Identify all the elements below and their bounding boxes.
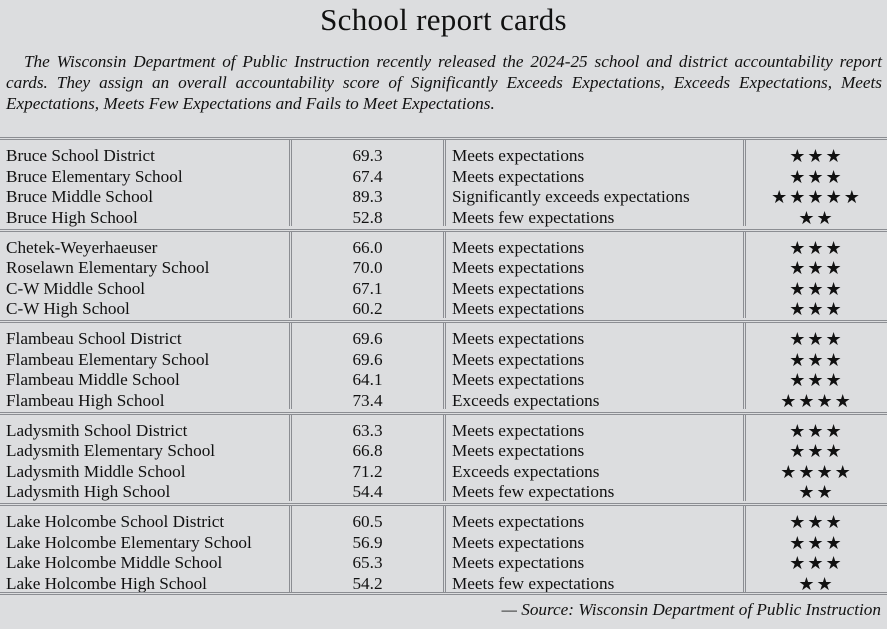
rating-label: Meets few expectations bbox=[452, 482, 615, 501]
accountability-score: 54.4 bbox=[352, 482, 383, 501]
accountability-score: 64.1 bbox=[352, 370, 383, 389]
accountability-score: 66.8 bbox=[352, 441, 383, 460]
rating-label: Meets few expectations bbox=[452, 573, 615, 593]
school-name: Bruce High School bbox=[6, 207, 138, 227]
rating-label: Meets expectations bbox=[452, 146, 585, 165]
school-name: C-W Middle School bbox=[6, 278, 146, 298]
rating-label: Meets expectations bbox=[452, 420, 585, 440]
school-name: Chetek-Weyerhaeuser bbox=[6, 237, 158, 257]
table-row bbox=[0, 258, 887, 279]
accountability-score: 66.0 bbox=[352, 237, 383, 257]
star-rating: ★★ bbox=[798, 573, 835, 594]
accountability-score: 67.4 bbox=[352, 166, 383, 186]
rating-label: Meets expectations bbox=[452, 441, 585, 460]
rating-label: Meets expectations bbox=[452, 532, 585, 552]
star-rating: ★★★★★ bbox=[771, 187, 862, 207]
rating-label: Exceeds expectations bbox=[452, 461, 600, 481]
star-rating: ★★★ bbox=[789, 258, 844, 278]
rating-label: Meets expectations bbox=[452, 512, 585, 531]
star-rating: ★★★ bbox=[789, 512, 844, 532]
table-row bbox=[0, 350, 887, 371]
star-rating: ★★ bbox=[798, 482, 835, 502]
school-name: Lake Holcombe Middle School bbox=[6, 553, 223, 572]
star-rating: ★★★★ bbox=[780, 461, 853, 482]
school-name: Flambeau Middle School bbox=[6, 370, 180, 389]
rating-label: Meets expectations bbox=[452, 349, 585, 369]
star-rating: ★★★★ bbox=[780, 390, 853, 411]
accountability-score: 52.8 bbox=[352, 207, 383, 227]
rating-label: Meets expectations bbox=[452, 370, 585, 389]
accountability-score: 63.3 bbox=[352, 420, 383, 440]
table-row bbox=[0, 391, 887, 412]
school-name: Flambeau High School bbox=[6, 390, 165, 410]
table-row bbox=[0, 279, 887, 300]
rating-label: Meets few expectations bbox=[452, 207, 615, 227]
star-rating: ★★★ bbox=[789, 166, 844, 187]
school-name: Ladysmith Elementary School bbox=[6, 441, 216, 460]
accountability-score: 60.2 bbox=[352, 299, 383, 318]
table-row bbox=[0, 553, 887, 574]
school-name: Flambeau School District bbox=[6, 329, 182, 348]
accountability-score: 69.6 bbox=[352, 329, 383, 348]
table-row bbox=[0, 421, 887, 442]
star-rating: ★★★ bbox=[789, 299, 844, 319]
table-row bbox=[0, 482, 887, 503]
star-rating: ★★★ bbox=[789, 278, 844, 299]
star-rating: ★★★ bbox=[789, 146, 844, 166]
rating-label: Exceeds expectations bbox=[452, 390, 600, 410]
school-group bbox=[0, 412, 887, 501]
table-row bbox=[0, 299, 887, 320]
accountability-score: 69.3 bbox=[352, 146, 383, 165]
table-row bbox=[0, 187, 887, 208]
table-row bbox=[0, 533, 887, 554]
table-row bbox=[0, 329, 887, 350]
school-name: Lake Holcombe School District bbox=[6, 512, 225, 531]
table-bottom-rule bbox=[0, 592, 887, 595]
table-row bbox=[0, 208, 887, 229]
table-row bbox=[0, 167, 887, 188]
accountability-score: 89.3 bbox=[352, 187, 383, 206]
table-row bbox=[0, 146, 887, 167]
school-name: C-W High School bbox=[6, 299, 130, 318]
school-name: Bruce School District bbox=[6, 146, 155, 165]
accountability-score: 60.5 bbox=[352, 512, 383, 531]
rating-label: Significantly exceeds expectations bbox=[452, 187, 690, 206]
intro-paragraph: The Wisconsin Department of Public Instruction recently released the 2024-25 school and district accountability report cards. They assign an overall accountability score of Significantly Exceeds Expectations, Exceeds Expectations, Meets Expectations, Meets Few Expectations and Fails to Meet Expectations. bbox=[6, 52, 882, 113]
school-name: Ladysmith Middle School bbox=[6, 461, 186, 481]
star-rating: ★★★ bbox=[789, 441, 844, 461]
accountability-score: 71.2 bbox=[352, 461, 383, 481]
accountability-score: 65.3 bbox=[352, 553, 383, 572]
star-rating: ★★★ bbox=[789, 532, 844, 553]
accountability-score: 69.6 bbox=[352, 349, 383, 369]
rating-label: Meets expectations bbox=[452, 166, 585, 186]
table-row bbox=[0, 370, 887, 391]
star-rating: ★★★ bbox=[789, 329, 844, 349]
table-row bbox=[0, 462, 887, 483]
school-name: Ladysmith High School bbox=[6, 482, 171, 501]
rating-label: Meets expectations bbox=[452, 329, 585, 348]
school-name: Lake Holcombe Elementary School bbox=[6, 532, 252, 552]
accountability-score: 67.1 bbox=[352, 278, 383, 298]
accountability-score: 54.2 bbox=[352, 573, 383, 593]
school-name: Bruce Middle School bbox=[6, 187, 154, 206]
table-row bbox=[0, 441, 887, 462]
accountability-score: 73.4 bbox=[352, 390, 383, 410]
school-name: Lake Holcombe High School bbox=[6, 573, 207, 593]
page-title: School report cards bbox=[320, 2, 567, 37]
school-name: Bruce Elementary School bbox=[6, 166, 183, 186]
rating-label: Meets expectations bbox=[452, 278, 585, 298]
star-rating: ★★★ bbox=[789, 237, 844, 258]
star-rating: ★★★ bbox=[789, 349, 844, 370]
star-rating: ★★★ bbox=[789, 553, 844, 573]
school-name: Ladysmith School District bbox=[6, 420, 188, 440]
star-rating: ★★★ bbox=[789, 420, 844, 441]
accountability-score: 70.0 bbox=[352, 258, 383, 277]
school-group bbox=[0, 137, 887, 226]
school-name: Roselawn Elementary School bbox=[6, 258, 210, 277]
school-name: Flambeau Elementary School bbox=[6, 349, 210, 369]
school-group bbox=[0, 503, 887, 592]
table-row bbox=[0, 238, 887, 259]
rating-label: Meets expectations bbox=[452, 553, 585, 572]
source-credit: — Source: Wisconsin Department of Public Instruction bbox=[501, 600, 881, 619]
school-group bbox=[0, 229, 887, 318]
rating-label: Meets expectations bbox=[452, 237, 585, 257]
star-rating: ★★★ bbox=[789, 370, 844, 390]
rating-label: Meets expectations bbox=[452, 299, 585, 318]
table-row bbox=[0, 512, 887, 533]
star-rating: ★★ bbox=[798, 207, 835, 228]
school-group bbox=[0, 320, 887, 409]
rating-label: Meets expectations bbox=[452, 258, 585, 277]
accountability-score: 56.9 bbox=[352, 532, 383, 552]
